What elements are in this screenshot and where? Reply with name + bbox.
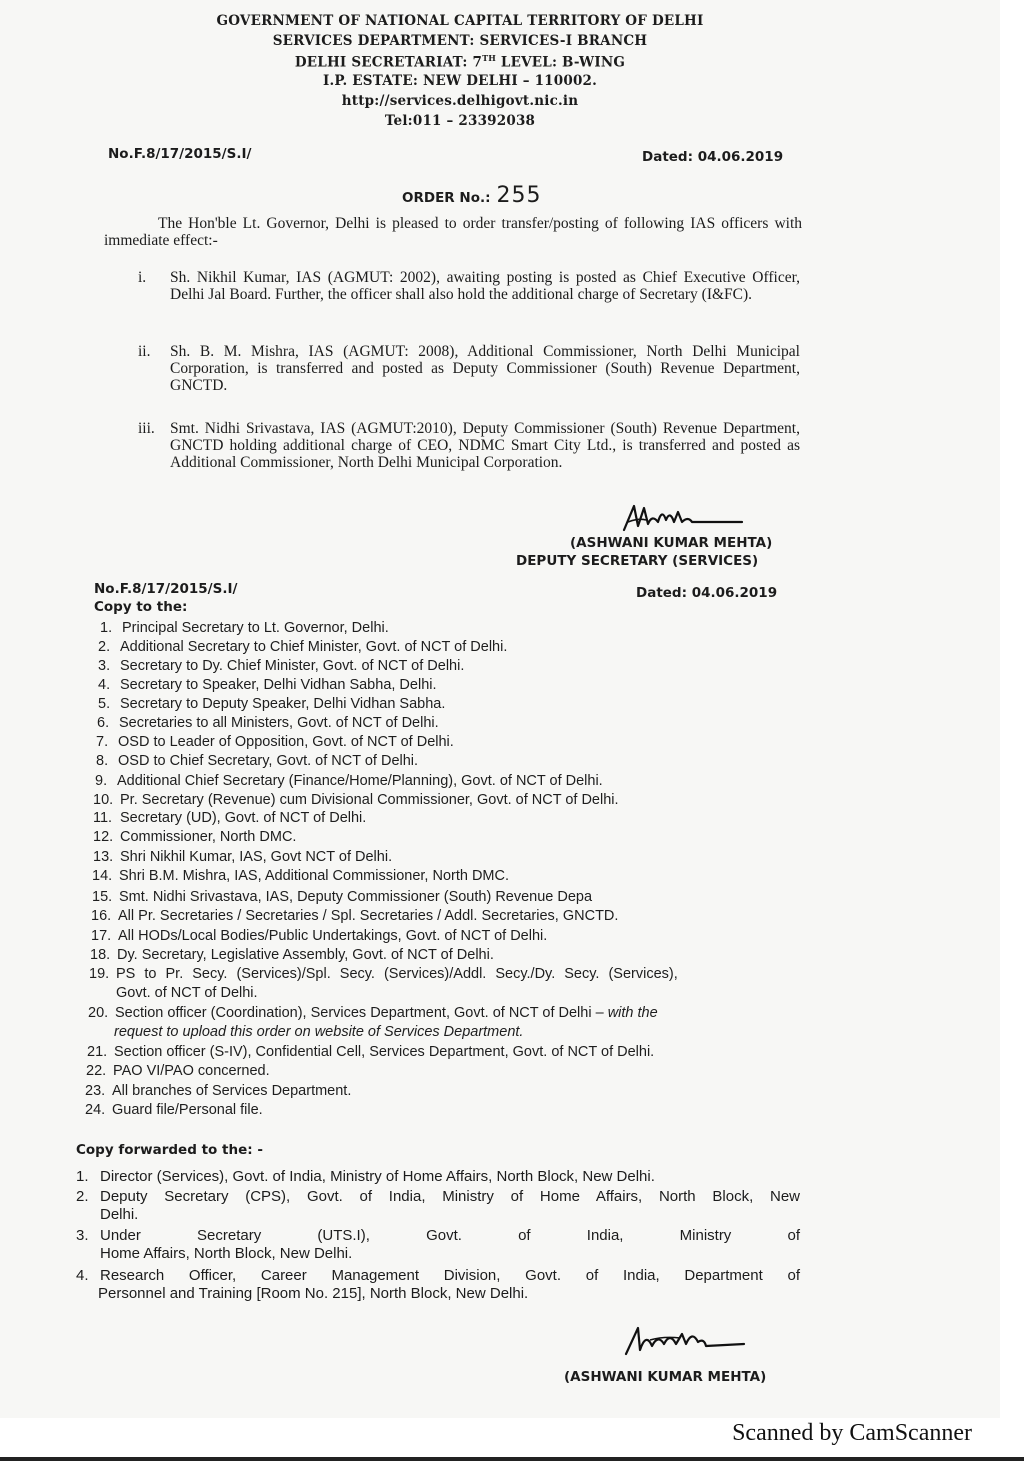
forward-item-text: Deputy Secretary (CPS), Govt. of India, Ministry of Home Affairs, North Block, New [100,1188,800,1205]
copy-item-text: OSD to Leader of Opposition, Govt. of NCT of Delhi. [118,734,454,750]
copy-item [93,849,392,865]
signature-image-2 [620,1320,750,1360]
copy-item-continuation: Govt. of NCT of Delhi. [116,985,258,1001]
copy-item-text: PAO VI/PAO concerned. [113,1063,270,1079]
copy-item [86,1063,270,1079]
signatory-name: (ASHWANI KUMAR MEHTA) [570,535,773,551]
copy-item [92,889,592,905]
copy-item-text: Commissioner, North DMC. [120,829,297,845]
copy-item [93,810,366,826]
copy-item [95,773,603,789]
copy-item-text: All Pr. Secretaries / Secretaries / Spl. Secretaries / Addl. Secretaries, GNCTD. [118,908,619,924]
copy-item [98,677,437,693]
copy-item [87,1044,654,1060]
forward-signatory-name: (ASHWANI KUMAR MEHTA) [564,1369,767,1385]
copy-item-number: 20. [88,1005,109,1021]
copy-item [98,696,445,712]
copy-item-text: Pr. Secretary (Revenue) cum Divisional Commissioner, Govt. of NCT of Delhi. [120,792,619,808]
copy-item [96,753,418,769]
letterhead-line-3-suffix: LEVEL: B-WING [496,54,626,71]
copy-item-number: 10. [93,792,114,808]
letterhead-line-1: GOVERNMENT OF NATIONAL CAPITAL TERRITORY OF DELHI [216,13,704,29]
copy-item [88,1005,658,1021]
copy-item-text: Secretary (UD), Govt. of NCT of Delhi. [120,810,367,826]
copy-item-number: 2. [98,639,111,655]
letterhead-superscript: TH [482,53,497,63]
forward-item-text-continuation: Delhi. [100,1206,139,1223]
forward-item-text: Under Secretary (UTS.I), Govt. of India, Ministry of [100,1227,800,1244]
camscanner-watermark: Scanned by CamScanner [732,1420,972,1446]
copy-item-number: 3. [98,658,111,674]
copy-item-text: Dy. Secretary, Legislative Assembly, Govt. of NCT of Delhi. [117,947,494,963]
forward-item-text-continuation: Personnel and Training [Room No. 215], North Block, New Delhi. [98,1285,529,1302]
copy-item [93,829,296,845]
copy-item-text: All HODs/Local Bodies/Public Undertakings, Govt. of NCT of Delhi. [118,928,548,944]
order-number-handwritten: 255 [496,183,542,208]
copy-item-number: 7. [96,734,109,750]
order-item [138,269,800,323]
copy-item-text: Smt. Nidhi Srivastava, IAS, Deputy Commissioner (South) Revenue Depa [119,889,593,905]
copy-item [89,966,801,982]
forward-item-number: 3. [76,1227,89,1244]
copy-item-number: 5. [98,696,111,712]
copy-item-text: All branches of Services Department. [112,1083,352,1099]
forward-item-text: Research Officer, Career Management Division, Govt. of India, Department of [100,1267,800,1284]
copy-date: Dated: 04.06.2019 [636,585,778,601]
copy-item-number: 12. [93,829,114,845]
forward-item-number: 4. [76,1267,89,1284]
letterhead-line-3 [160,53,760,71]
signatory-title: DEPUTY SECRETARY (SERVICES) [516,553,759,569]
order-date: Dated: 04.06.2019 [642,149,784,165]
copy-item-number: 23. [85,1083,106,1099]
order-number-line [402,183,542,208]
order-item-text: Smt. Nidhi Srivastava, IAS (AGMUT:2010), Deputy Commissioner (South) Revenue Department, GNCTD holding additional charge of CEO, NDMC Smart City Ltd., is transferred and posted as Additional Commissioner, North Delhi Municipal Corporation. [170,420,800,471]
forward-item [76,1227,800,1263]
forward-heading: Copy forwarded to the: - [76,1142,263,1158]
copy-heading: Copy to the: [94,599,188,615]
copy-item-number: 24. [85,1102,106,1118]
copy-item-number: 18. [90,947,111,963]
order-item-text: Sh. B. M. Mishra, IAS (AGMUT: 2008), Additional Commissioner, North Delhi Municipal Corporation, is transferred and posted as Deputy Commissioner (South) Revenue Department, GNCTD. [170,343,800,394]
copy-item [90,947,494,963]
copy-item-italic-text: with the [607,1005,658,1021]
copy-item-text: Additional Chief Secretary (Finance/Home/Planning), Govt. of NCT of Delhi. [117,773,603,789]
copy-item-text: Secretary to Speaker, Delhi Vidhan Sabha, Delhi. [120,677,437,693]
copy-item-continuation: request to upload this order on website of Services Department. [114,1024,524,1040]
copy-item [92,868,509,884]
copy-item-number: 13. [93,849,114,865]
forward-item [76,1168,800,1186]
copy-item [85,1083,351,1099]
copy-item [96,734,454,750]
copy-item [100,620,389,636]
copy-item [85,1102,263,1118]
copy-item-text: Principal Secretary to Lt. Governor, Delhi. [122,620,389,636]
copy-item-text: Secretary to Dy. Chief Minister, Govt. of NCT of Delhi. [120,658,465,674]
order-item [138,343,800,397]
copy-item-number: 17. [91,928,112,944]
copy-item [93,792,619,808]
order-item-number: i. [138,269,147,286]
forward-item [76,1188,800,1224]
copy-item-text: OSD to Chief Secretary, Govt. of NCT of Delhi. [118,753,419,769]
copy-item-text: Secretaries to all Ministers, Govt. of NCT of Delhi. [119,715,439,731]
copy-item-text: Section officer (Coordination), Services Department, Govt. of NCT of Delhi – [115,1005,608,1021]
copy-item-number: 11. [93,810,113,826]
copy-item-number: 22. [86,1063,107,1079]
copy-item-text: Shri B.M. Mishra, IAS, Additional Commissioner, North DMC. [119,868,510,884]
copy-item [97,715,439,731]
copy-item-number: 16. [91,908,112,924]
copy-item-text: Section officer (S-IV), Confidential Cell, Services Department, Govt. of NCT of Delhi. [114,1044,655,1060]
copy-item-number: 6. [97,715,110,731]
copy-item-text: Secretary to Deputy Speaker, Delhi Vidhan Sabha. [120,696,446,712]
copy-item-text: PS to Pr. Secy. (Services)/Spl. Secy. (Services)/Addl. Secy./Dy. Secy. (Services), [116,966,678,982]
forward-item-number: 2. [76,1188,89,1205]
forward-item-number: 1. [76,1168,89,1185]
copy-item [91,908,618,924]
copy-item-number: 15. [92,889,113,905]
copy-item-text: Additional Secretary to Chief Minister, Govt. of NCT of Delhi. [120,639,508,655]
order-item-number: iii. [138,420,155,437]
copy-item-number: 21. [87,1044,108,1060]
copy-item [98,639,507,655]
copy-item [98,658,464,674]
forward-item [76,1267,800,1303]
order-item-text: Sh. Nikhil Kumar, IAS (AGMUT: 2002), awaiting posting is posted as Chief Executive Officer, Delhi Jal Board. Further, the officer shall also hold the additional charge of Secretary (I&FC). [170,269,800,303]
order-intro: The Hon'ble Lt. Governor, Delhi is pleased to order transfer/posting of following IAS officers with immediate effect:- [104,215,802,249]
letterhead-website: http://services.delhigovt.nic.in [341,93,579,109]
copy-file-number: No.F.8/17/2015/S.I/ [94,581,238,597]
letterhead-line-2: SERVICES DEPARTMENT: SERVICES-I BRANCH [272,33,648,49]
copy-item-text: Shri Nikhil Kumar, IAS, Govt NCT of Delhi. [120,849,393,865]
bottom-divider [0,1457,1024,1461]
letterhead-phone: Tel:011 – 23392038 [384,113,536,129]
file-number: No.F.8/17/2015/S.I/ [108,146,252,162]
copy-item-number: 19. [89,966,110,982]
copy-item [91,928,547,944]
forward-item-text-continuation: Home Affairs, North Block, New Delhi. [100,1245,353,1262]
copy-item-number: 8. [96,753,109,769]
copy-item-number: 9. [95,773,108,789]
order-label: ORDER No.: [402,190,491,206]
letterhead-line-4: I.P. ESTATE: NEW DELHI – 110002. [322,73,598,89]
forward-item-text: Director (Services), Govt. of India, Ministry of Home Affairs, North Block, New Delhi. [100,1168,655,1185]
order-item-number: ii. [138,343,151,360]
copy-item-number: 1. [100,620,113,636]
letterhead-line-3-prefix: DELHI SECRETARIAT: 7 [294,54,483,71]
copy-item-text: Guard file/Personal file. [112,1102,263,1118]
copy-item-number: 14. [92,868,113,884]
order-item [138,420,800,492]
signature-image [618,500,748,536]
copy-item-number: 4. [98,677,111,693]
